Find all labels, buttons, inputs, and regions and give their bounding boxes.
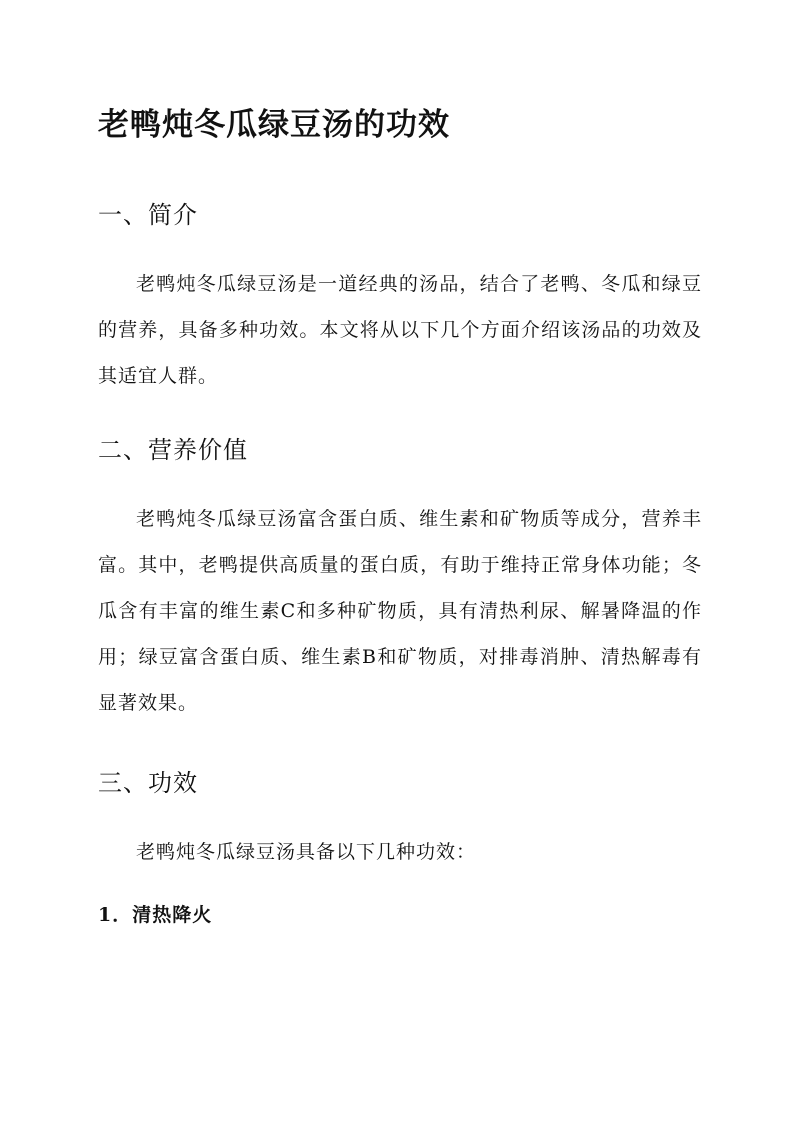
document-title: 老鸭炖冬瓜绿豆汤的功效 [98, 107, 450, 143]
section-heading-intro: 一、简介 [98, 201, 198, 229]
section-heading-nutrition: 二、营养价值 [98, 436, 248, 464]
section-paragraph-intro: 老鸭炖冬瓜绿豆汤是一道经典的汤品，结合了老鸭、冬瓜和绿豆的营养，具备多种功效。本文将从以下几个方面介绍该汤品的功效及其适宜人群。 [98, 273, 702, 387]
effect-item-heading: 1．清热降火 [98, 904, 213, 926]
section-paragraph-effects: 老鸭炖冬瓜绿豆汤具备以下几种功效： [136, 841, 477, 863]
section-paragraph-nutrition: 老鸭炖冬瓜绿豆汤富含蛋白质、维生素和矿物质等成分，营养丰富。其中，老鸭提供高质量的蛋白质，有助于维持正常身体功能；冬瓜含有丰富的维生素C和多种矿物质，具有清热利尿、解暑降温的作用；绿豆富含蛋白质、维生素B和矿物质，对排毒消肿、清热解毒有显著效果。 [98, 508, 702, 714]
section-heading-effects: 三、功效 [98, 769, 198, 797]
